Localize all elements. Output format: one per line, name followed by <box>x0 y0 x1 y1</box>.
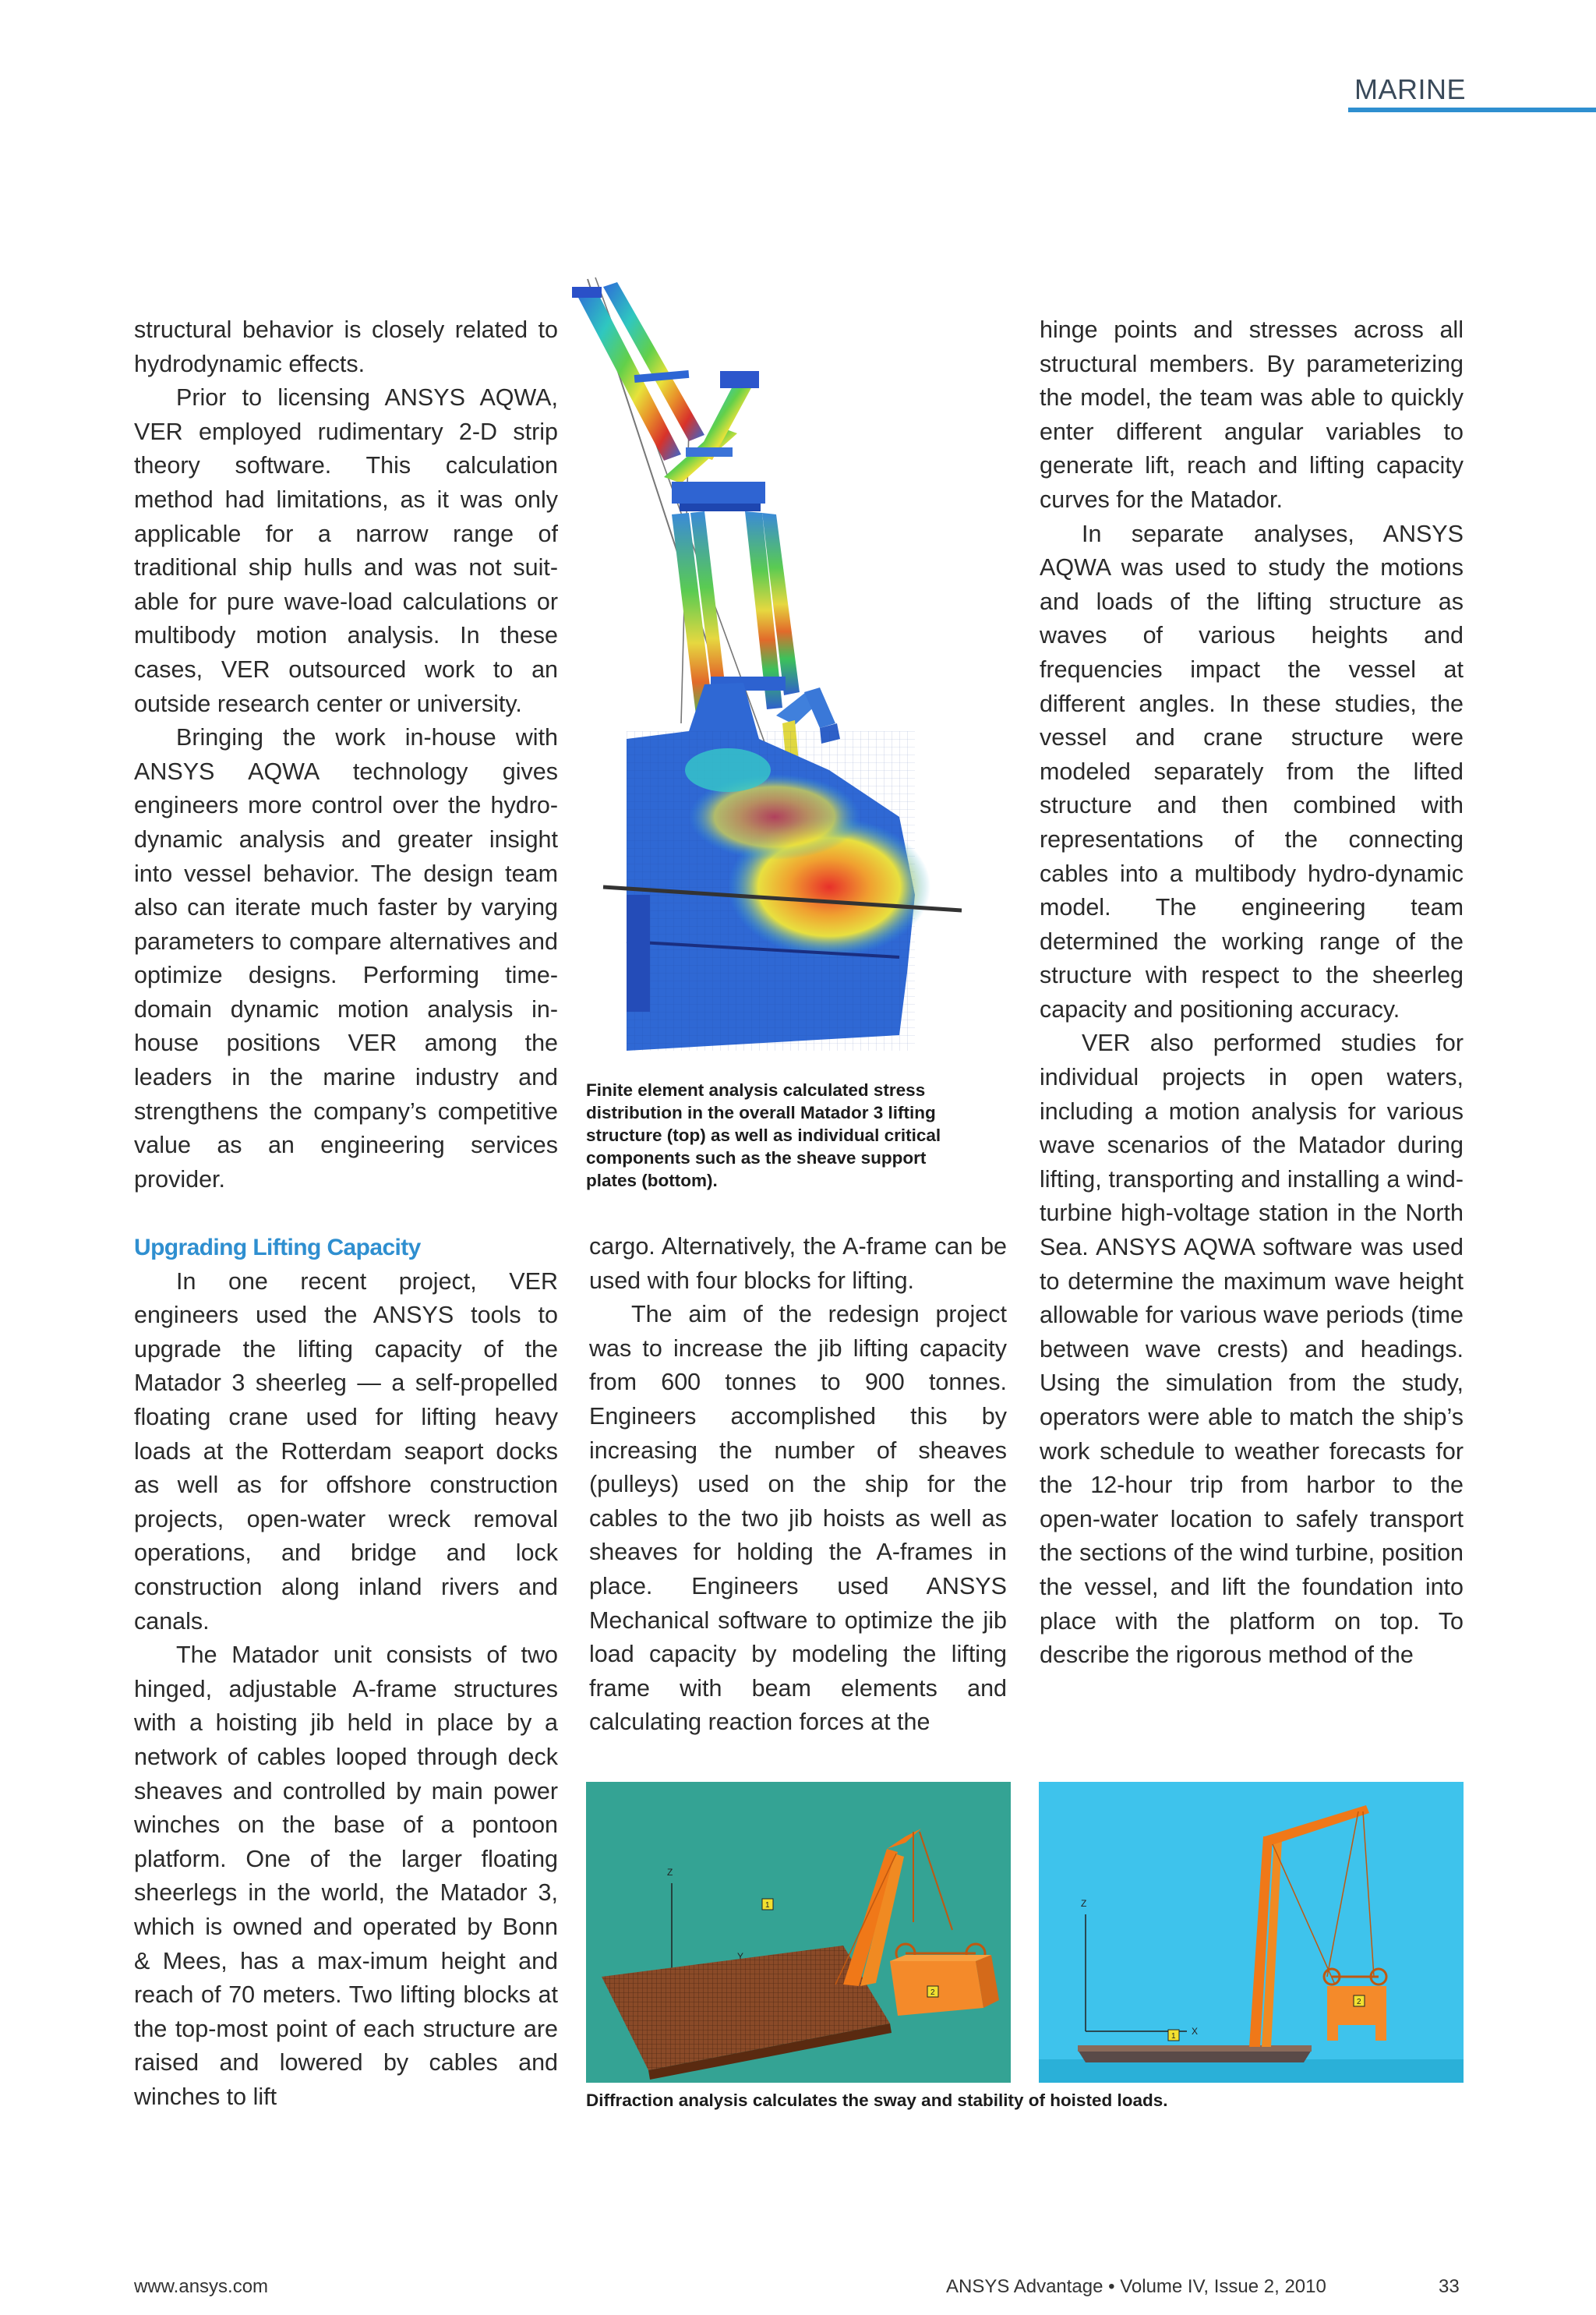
figure-caption-top: Finite element analysis calculated stress distribution in the overall Matador 3 lifting structure (top) as well as individual critical components such as the sheave support plates (bottom). <box>586 1080 941 1190</box>
block-label-2: 2 <box>1357 1998 1361 2006</box>
section-rule <box>1348 108 1596 112</box>
paragraph: structural behavior is closely related to hydrodynamic effects. <box>134 316 558 377</box>
paragraph: cargo. Alternatively, the A-frame can be used with four blocks for lifting. <box>589 1233 1007 1294</box>
text-column-2 <box>589 1230 1007 1740</box>
paragraph: In one recent project, VER engineers used the ANSYS tools to upgrade the lifting capacity of the Matador 3 sheerleg — a self-propelled floating crane used for lifting heavy loads at the Rotterdam seaport docks as well as for offshore construction projects, open-water wreck removal operations, and bridge and lock construction along inland rivers and canals. <box>134 1267 558 1635</box>
paragraph: Bringing the work in-house with ANSYS AQWA technology gives engineers more control over the hydro-dynamic analysis and greater insight into vessel behavior. The design team also can iterate much faster by varying parameters to compare alternatives and optimize designs. Performing time-domain dynamic motion analysis in-house positions VER among the leaders in the marine industry and strengthens the company’s competitive value as an engineering services provider. <box>134 724 558 1193</box>
block-label-1: 1 <box>1171 2032 1176 2041</box>
block-label-1: 1 <box>765 1901 770 1910</box>
axis-label-x: X <box>1192 2026 1199 2037</box>
figure-caption-bottom: Diffraction analysis calculates the sway and stability of hoisted loads. <box>586 2091 1168 2110</box>
fea-stress-figure <box>572 271 977 1051</box>
paragraph: VER also performed studies for individual projects in open waters, including a motion analysis for various wave scenarios of the Matador during lifting, transporting and installing a wind-turbine high-voltage station in the North Sea. ANSYS AQWA software was used to determine the maximum wave height allowable for various wave periods (time between wave crests) and headings. Using the simulation from the study, operators were able to match the ship’s work schedule to weather forecasts for the 12-hour trip from harbor to the open-water location to safely transport the sections of the wind turbine, position the vessel, and lift the foundation into place with the platform on top. To describe the rigorous method of the <box>1040 1030 1464 1669</box>
axis-label-y: Y <box>737 1951 744 1962</box>
paragraph: In separate analyses, ANSYS AQWA was used to study the motions and loads of the lifting structure as waves of various heights and frequencies impact the vessel at different angles. In these studies, the vessel and crane structure were modeled separately from the lifted structure and then combined with representations of the connecting cables into a multibody hydro-dynamic model. The engineering team determined the working range of the structure with respect to the sheerleg capacity and positioning accuracy. <box>1040 520 1464 1023</box>
diffraction-figure-side <box>1039 1782 1464 2083</box>
subheading: Upgrading Lifting Capacity <box>134 1235 421 1261</box>
footer-publication: ANSYS Advantage • Volume IV, Issue 2, 2010 <box>946 2276 1326 2297</box>
diffraction-figure-perspective <box>586 1782 1011 2083</box>
paragraph: hinge points and stresses across all structural members. By parameterizing the model, the team was able to quickly enter different angular variables to generate lift, reach and lifting capacity curves for the Matador. <box>1040 316 1464 513</box>
paragraph: The Matador unit consists of two hinged, adjustable A-frame structures with a hoisting jib held in place by a network of cables looped through deck sheaves and controlled by main power winches on the base of a pontoon platform. One of the larger floating sheerlegs in the world, the Matador 3, which is owned and operated by Bonn & Mees, has a max-imum height and reach of 70 meters. Two lifting blocks at the top-most point of each structure are raised and lowered by cables and winches to lift <box>134 1642 558 2110</box>
footer-url[interactable]: www.ansys.com <box>134 2276 269 2297</box>
axis-label-z: Z <box>1081 1898 1087 1909</box>
text-column-3 <box>1040 313 1464 1673</box>
paragraph: The aim of the redesign project was to increase the jib lifting capacity from 600 tonnes to 900 tonnes. Engineers accomplished this by increasing the number of sheaves (pulleys) used on the ship for the cables to the two jib hoists as well as sheaves for holding the A-frames in place. Engineers used ANSYS Mechanical software to optimize the jib load capacity by modeling the lifting frame with beam elements and calculating reaction forces at the <box>589 1301 1007 1736</box>
text-column-1 <box>134 313 558 2114</box>
paragraph: Prior to licensing ANSYS AQWA, VER employed rudimentary 2-D strip theory software. This calculation method had limitations, as it was only applicable for a narrow range of traditional ship hulls and was not suit-able for pure wave-load calculations or multibody motion analysis. In these cases, VER outsourced work to an outside research center or university. <box>134 384 558 717</box>
section-title: MARINE <box>1354 73 1467 105</box>
block-label-2: 2 <box>930 1988 935 1997</box>
axis-label-z: Z <box>667 1867 673 1878</box>
page-number: 33 <box>1439 2276 1460 2297</box>
